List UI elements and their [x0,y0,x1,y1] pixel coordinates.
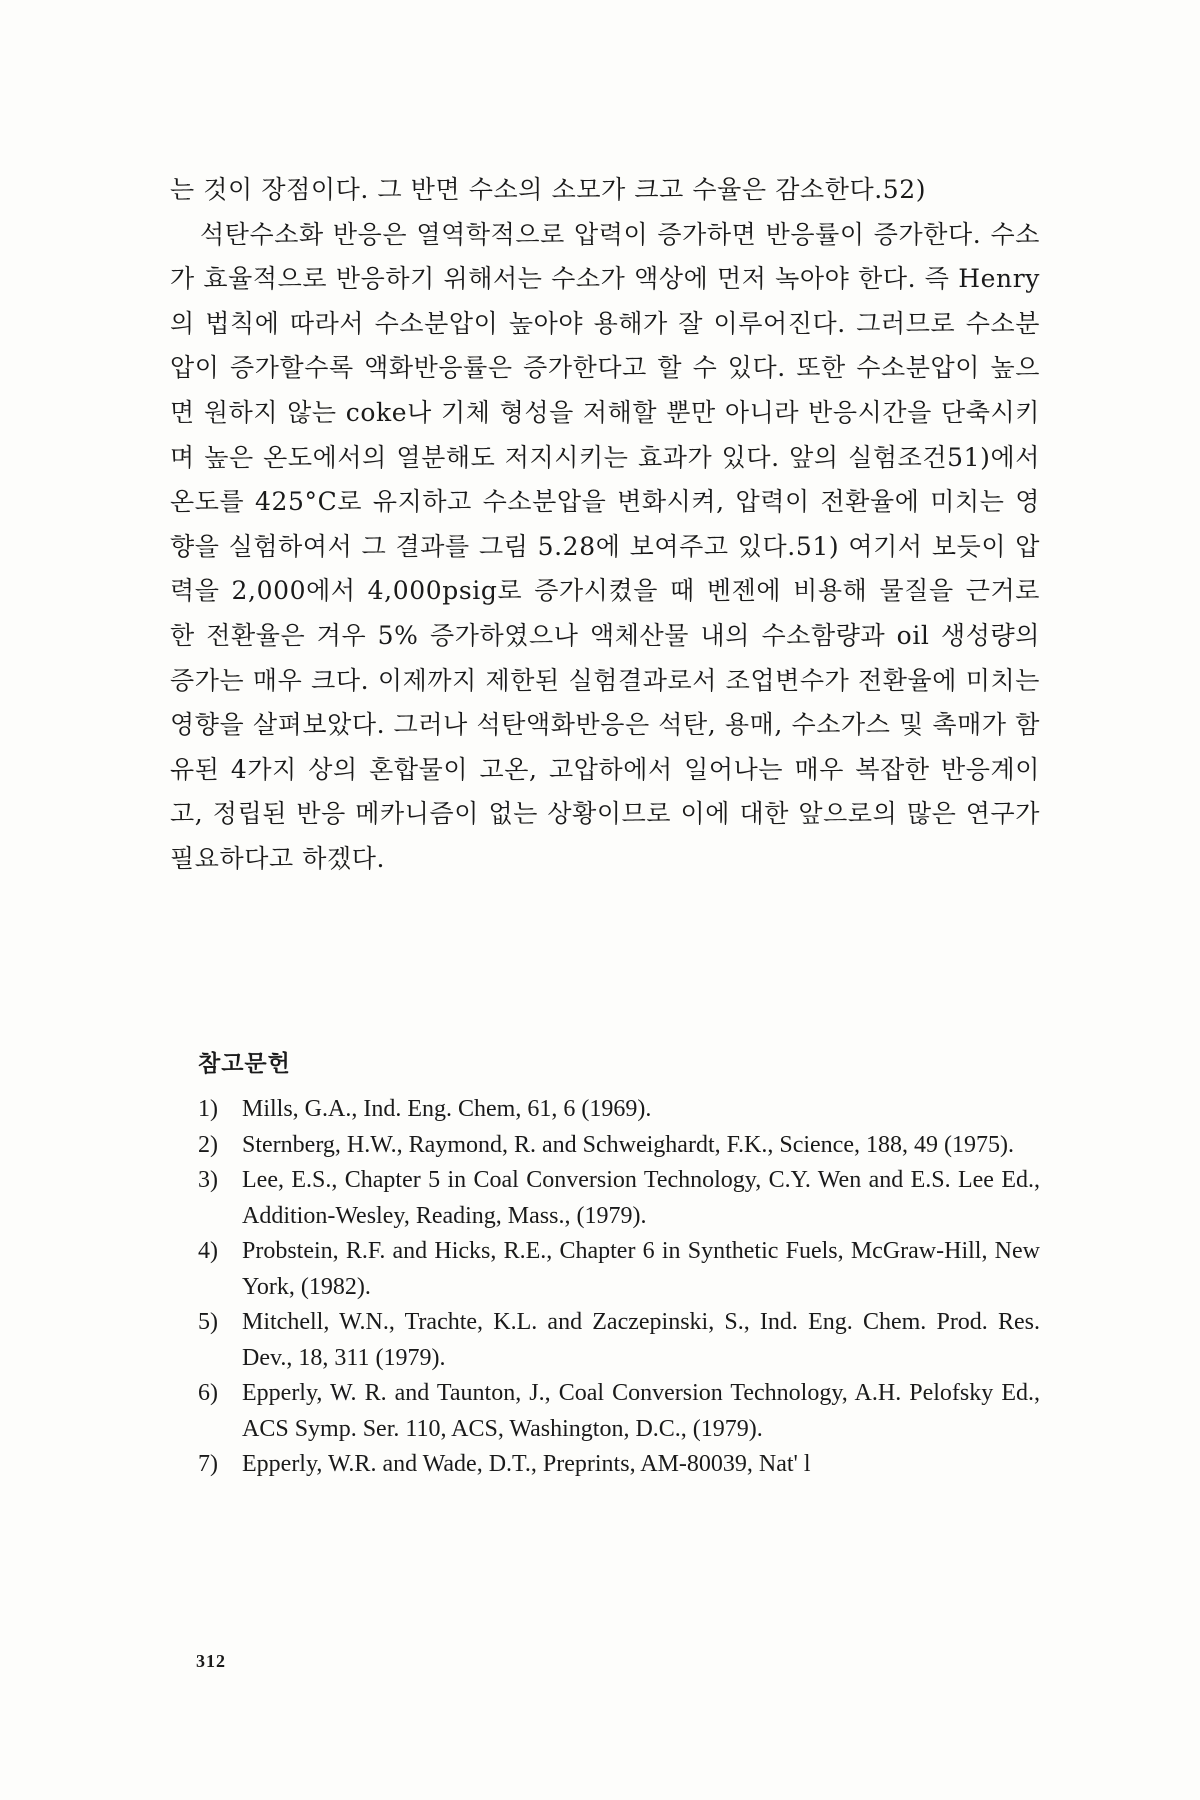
page-number: 312 [196,1651,226,1671]
reference-number: 6) [198,1380,218,1406]
reference-item [198,1234,1040,1305]
reference-number: 4) [198,1238,218,1264]
reference-text: Mitchell, W.N., Trachte, K.L. and Zaczepinski, S., Ind. Eng. Chem. Prod. Res. Dev., 18, 311 (1979). [242,1309,1040,1371]
references-section [198,1045,1040,1483]
paragraph-continuation: 는 것이 장점이다. 그 반면 수소의 소모가 크고 수율은 감소한다.52) [170,175,927,204]
reference-item [198,1092,1040,1128]
reference-item [198,1376,1040,1447]
reference-list [198,1092,1040,1483]
reference-item [198,1163,1040,1234]
body-text [170,168,1040,882]
reference-text: Lee, E.S., Chapter 5 in Coal Conversion Technology, C.Y. Wen and E.S. Lee Ed., Addition-Wesley, Reading, Mass., (1979). [242,1167,1040,1229]
reference-item [198,1447,1040,1483]
reference-number: 7) [198,1451,218,1477]
reference-number: 1) [198,1096,218,1122]
reference-number: 5) [198,1309,218,1335]
references-heading: 참고문헌 [198,1051,291,1077]
paragraph-coal-hydrogenation: 석탄수소화 반응은 열역학적으로 압력이 증가하면 반응률이 증가한다. 수소가 효율적으로 반응하기 위해서는 수소가 액상에 먼저 녹아야 한다. 즉 Henry의 법칙에 따라서 수소분압이 높아야 용해가 잘 이루어진다. 그러므로 수소분압이 증가할수록 액화반응률은 증가한다고 할 수 있다. 또한 수소분압이 높으면 원하지 않는 coke나 기체 형성을 저해할 뿐만 아니라 반응시간을 단축시키며 높은 온도에서의 열분해도 저지시키는 효과가 있다. 앞의 실험조건51)에서 온도를 425°C로 유지하고 수소분압을 변화시켜, 압력이 전환율에 미치는 영향을 실험하여서 그 결과를 그림 5.28에 보여주고 있다.51) 여기서 보듯이 압력을 2,000에서 4,000psig로 증가시켰을 때 벤젠에 비용해 물질을 근거로 한 전환율은 겨우 5% 증가하였으나 액체산물 내의 수소함량과 oil 생성량의 증가는 매우 크다. 이제까지 제한된 실험결과로서 조업변수가 전환율에 미치는 영향을 살펴보았다. 그러나 석탄액화반응은 석탄, 용매, 수소가스 및 촉매가 함유된 4가지 상의 혼합물이 고온, 고압하에서 일어나는 매우 복잡한 반응계이고, 정립된 반응 메카니즘이 없는 상황이므로 이에 대한 앞으로의 많은 연구가 필요하다고 하겠다. [170,219,1040,873]
reference-number: 2) [198,1131,218,1158]
reference-item [198,1305,1040,1376]
reference-text: Mills, G.A., Ind. Eng. Chem, 61, 6 (1969). [242,1096,652,1122]
reference-number: 3) [198,1167,218,1193]
reference-text: Sternberg, H.W., Raymond, R. and Schweighardt, F.K., Science, 188, 49 (1975). [242,1131,1014,1158]
reference-item [198,1128,1040,1164]
reference-text: Probstein, R.F. and Hicks, R.E., Chapter 6 in Synthetic Fuels, McGraw-Hill, New York, (1982). [242,1238,1040,1300]
reference-text: Epperly, W.R. and Wade, D.T., Preprints, AM-80039, Nat' l [242,1451,811,1477]
reference-text: Epperly, W. R. and Taunton, J., Coal Conversion Technology, A.H. Pelofsky Ed., ACS Symp. Ser. 110, ACS, Washington, D.C., (1979). [242,1380,1040,1442]
